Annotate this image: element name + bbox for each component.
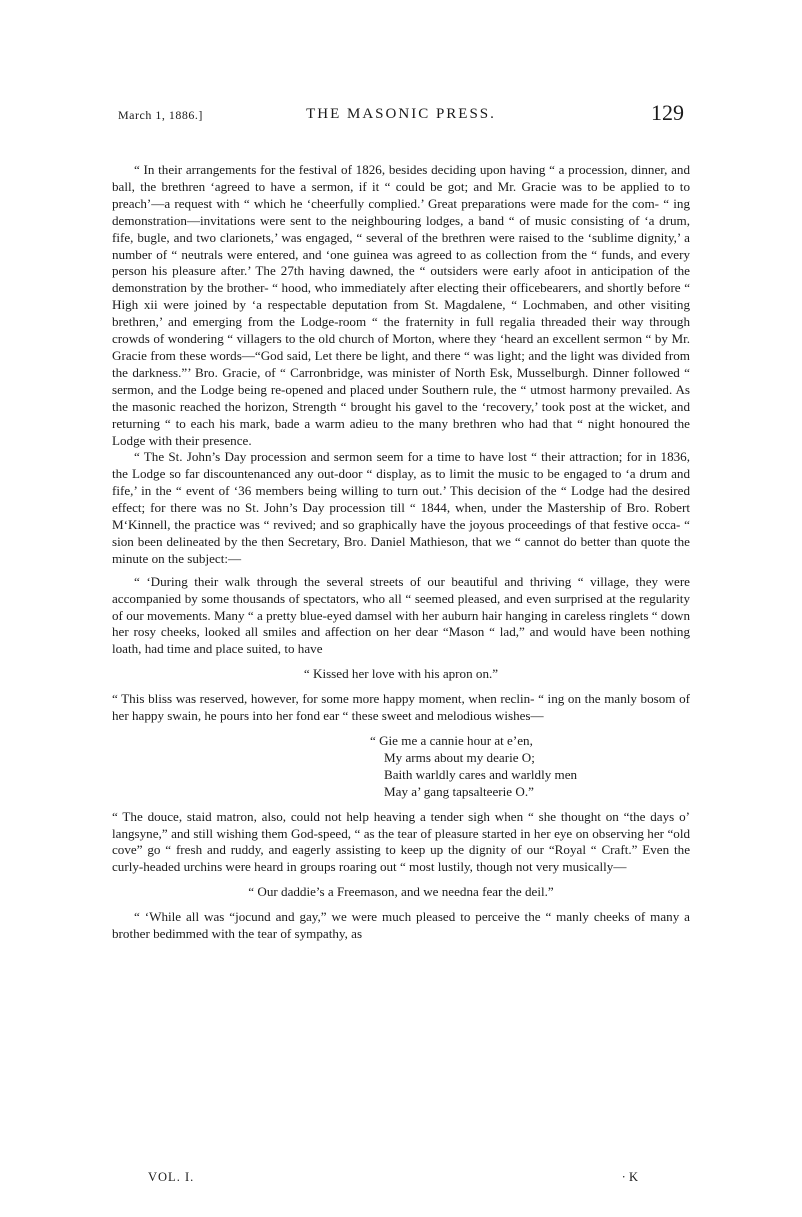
paragraph-bliss-reserved: “ This bliss was reserved, however, for some more happy moment, when reclin- “ ing on the manly bosom of her happy swain, he pours into her fond ear “ these sweet and melodious wishes— bbox=[112, 691, 690, 724]
paragraph-st-johns-day: “ The St. John’s Day procession and sermon seem for a time to have lost “ their attraction; for in 1836, the Lodge so far discountenanced any out-door “ display, as to limit the music to be engaged to ‘a drum and fife,’ in the “ event of ‘36 members being willing to turn out.’ This decision of the “ Lodge had the desired effect; for there was no St. John’s Day procession till “ 1844, when, under the Mastership of Bro. Robert M‘Kinnell, the practice was “ revived; and so graphically have the joyous proceedings of that festive occa- “ sion been delineated by the then Secretary, Bro. Daniel Mathieson, that we “ cannot do better than quote the minute on the subject:— bbox=[112, 449, 690, 566]
paragraph-jocund-and-gay: “ ‘While all was “jocund and gay,” we were much pleased to perceive the “ manly cheeks of many a brother bedimmed with the tear of sympathy, as bbox=[112, 909, 690, 942]
paragraph-walk-through-streets: “ ‘During their walk through the several streets of our beautiful and thriving “ village, they were accompanied by some thousands of spectators, who all “ seemed pleased, and even surprised at the regularity of our movements. Many “ a pretty blue-eyed damsel with her auburn hair hanging in careless ringlets “ down her rosy cheeks, looked all smiles and affection on her dear “Mason “ lad,” and would have been nothing loath, had time and place suited, to have bbox=[112, 573, 690, 657]
verse-block bbox=[370, 733, 690, 801]
header-title: THE MASONIC PRESS. bbox=[306, 106, 496, 122]
verse-line: Baith warldly cares and warldly men bbox=[384, 766, 578, 782]
signature-mark: · K bbox=[621, 1170, 638, 1184]
paragraph-festival-1826: “ In their arrangements for the festival of 1826, besides deciding upon having “ a procession, dinner, and ball, the brethren ‘agreed to have a sermon, if it “ could be got; and Mr. Gracie was to be applied to to preach’—a request with “ which he ‘cheerfully complied.’ Great preparations were made for the com- “ ing demonstration—invitations were sent to the neighbouring lodges, a band “ of music consisting of ‘a drum, fife, bugle, and two clarionets,’ was engaged, “ several of the brethren were raised to the ‘sublime dignity,’ a number of “ neutrals were entered, and ‘one guinea was agreed to as collection from the “ funds, and every person his pleasure after.’ The 27th having dawned, the “ outsiders were early afoot in anticipation of the demonstration by the brother- “ hood, who immediately after electing their officebearers, and shortly before “ High xii were joined by ‘a respectable deputation from St. Magdalene, “ Lochmaben, and other visiting brethren,’ and emerging from the Lodge-room “ the fraternity in full regalia threaded their way through crowds of wondering “ villagers to the old church of Morton, where they ‘heard an excellent sermon “ by Mr. Gracie from these words—“God said, Let there be light, and there “ was light; and the light was divided from the darkness.”’ Bro. Gracie, of “ Carronbridge, was minister of North Esk, Musselburgh. Dinner followed “ sermon, and the Lodge being re-opened and placed under Southern rule, the “ utmost harmony prevailed. As the masonic reached the horizon, Strength “ brought his gavel to the ‘recovery,’ took post at the wicket, and returning “ to each his mark, bade a warm adieu to the many brethren who had that “ night honoured the Lodge with their presence. bbox=[112, 162, 690, 448]
page-footer bbox=[148, 1170, 638, 1190]
quote-kissed-her-love: “ Kissed her love with his apron on.” bbox=[303, 666, 499, 682]
header-date: March 1, 1886.] bbox=[118, 108, 203, 122]
quote-daddie-freemason: “ Our daddie’s a Freemason, and we needna fear the deil.” bbox=[248, 884, 554, 900]
verse-line: “ Gie me a cannie hour at e’en, bbox=[370, 733, 533, 748]
verse-line: May a’ gang tapsalteerie O.” bbox=[384, 783, 534, 799]
article-body bbox=[112, 162, 690, 943]
page-number: 129 bbox=[651, 100, 684, 125]
verse-line: My arms about my dearie O; bbox=[384, 749, 535, 765]
running-header bbox=[118, 100, 684, 134]
paragraph-douce-matron: “ The douce, staid matron, also, could not help heaving a tender sigh when “ she thought on “the days o’ langsyne,” and still wishing them God-speed, “ as the tear of pleasure started in her eye on observing her “old cove” go “ fresh and ruddy, and eagerly assisting to keep up the dignity of our “Royal “ Craft.” Even the curly-headed urchins were heard in groups roaring out “ most lustily, though not very musically— bbox=[112, 808, 690, 875]
volume-label: VOL. I. bbox=[148, 1170, 195, 1184]
